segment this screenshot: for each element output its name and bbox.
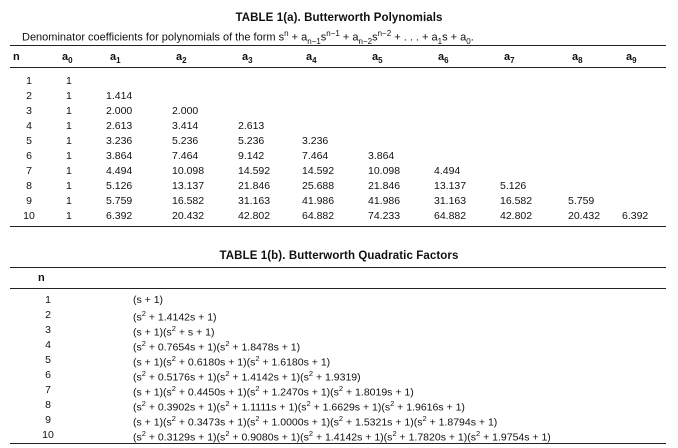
- table-1a-coefficient: 1: [66, 195, 72, 207]
- table-1a-coefficient: 20.432: [172, 210, 205, 222]
- table-1a-coefficient: 3.236: [302, 135, 329, 147]
- table-1a-coefficient: 10.098: [172, 165, 205, 177]
- table-1a-coefficient: 7.464: [302, 150, 329, 162]
- table-1b-row-n: 1: [45, 294, 51, 306]
- table-1a-col-header: $a_3$: [242, 51, 253, 66]
- table-1a-coefficient: 25.688: [302, 180, 335, 192]
- table-1b-quadratic-factors: $(s^2 + 0.3129s + 1)(s^2 + 0.9080s + 1)(s^2 + 1.4142s + 1)(s^2 + 1.7820s + 1)(s^2 + 1.9754s + 1)$: [133, 429, 551, 444]
- table-1a-col-header: $a_8$: [572, 51, 583, 66]
- table-1a-coefficient: 74.233: [368, 210, 401, 222]
- table-1a-coefficient: 3.864: [368, 150, 395, 162]
- table-1a-coefficient: 1: [66, 210, 72, 222]
- table-1b-row-n: 5: [45, 354, 51, 366]
- table-1a-coefficient: 1: [66, 150, 72, 162]
- table-1a-header-rule: [10, 67, 666, 68]
- table-1b-row-n: 10: [42, 429, 54, 441]
- table-1a-coefficient: 41.986: [368, 195, 401, 207]
- table-1b-header-n: n: [38, 272, 45, 284]
- table-1b-quadratic-factors: $(s^2 + 0.3902s + 1)(s^2 + 1.1111s + 1)(s^2 + 1.6629s + 1)(s^2 + 1.9616s + 1)$: [133, 399, 465, 414]
- table-1a-caption: Denominator coefficients for polynomials of the form $s^n + a_{n-1}s^{n-1} + a_{n-2}s^{n-2}$ + . . . + $a_1s + a_0$.: [22, 29, 474, 46]
- table-1a-coefficient: 1: [66, 135, 72, 147]
- table-1b-title: TABLE 1(b). Butterworth Quadratic Factors: [219, 250, 459, 262]
- table-1a-coefficient: 1: [66, 165, 72, 177]
- table-1a-coefficient: 1: [66, 120, 72, 132]
- table-1a-coefficient: 14.592: [302, 165, 335, 177]
- table-1a-col-header: $a_5$: [372, 51, 383, 66]
- table-1a-coefficient: 64.882: [302, 210, 335, 222]
- table-1b-quadratic-factors: $(s + 1)(s^2 + 0.4450s + 1)(s^2 + 1.2470s + 1)(s^2 + 1.8019s + 1)$: [133, 384, 414, 399]
- table-1a-row-n: 2: [26, 90, 32, 102]
- table-1a-coefficient: 42.802: [500, 210, 533, 222]
- table-1b-quadratic-factors: $(s^2 + 0.7654s + 1)(s^2 + 1.8478s + 1)$: [133, 339, 301, 354]
- table-1a-coefficient: 31.163: [238, 195, 271, 207]
- table-1a-col-header: $a_7$: [504, 51, 515, 66]
- table-1b-top-rule: [10, 267, 666, 268]
- table-1b-quadratic-factors: $(s^2 + 1.4142s + 1)$: [133, 309, 217, 324]
- table-1a-top-rule: [10, 45, 666, 46]
- table-1a-row-n: 3: [26, 105, 32, 117]
- table-1a-coefficient: 3.236: [106, 135, 133, 147]
- table-1b-quadratic-factors: $(s + 1)(s^2 + s + 1)$: [133, 324, 215, 339]
- table-1a-coefficient: 31.163: [434, 195, 467, 207]
- table-1a-coefficient: 5.236: [238, 135, 265, 147]
- table-1a-col-header: $a_4$: [306, 51, 317, 66]
- table-1a-coefficient: 16.582: [172, 195, 205, 207]
- table-1a-coefficient: 21.846: [368, 180, 401, 192]
- table-1a-col-header: $a_1$: [110, 51, 121, 66]
- table-1a-coefficient: 13.137: [434, 180, 467, 192]
- table-1a-row-n: 8: [26, 180, 32, 192]
- table-1b-row-n: 9: [45, 414, 51, 426]
- table-1a-bottom-rule: [10, 226, 666, 227]
- table-1b-header-rule: [10, 288, 666, 289]
- table-1a-coefficient: 5.759: [568, 195, 595, 207]
- table-1a-coefficient: 2.613: [106, 120, 133, 132]
- table-1a-coefficient: 5.126: [106, 180, 133, 192]
- table-1a-coefficient: 6.392: [106, 210, 133, 222]
- table-1a-coefficient: 20.432: [568, 210, 601, 222]
- table-1a-col-header: $a_2$: [176, 51, 187, 66]
- table-1a-coefficient: 5.126: [500, 180, 527, 192]
- table-1a-row-n: 7: [26, 165, 32, 177]
- table-1a-coefficient: 5.236: [172, 135, 199, 147]
- table-1a-coefficient: 10.098: [368, 165, 401, 177]
- table-1a-coefficient: 1.414: [106, 90, 133, 102]
- table-1a-coefficient: 1: [66, 90, 72, 102]
- table-1a-coefficient: 4.494: [106, 165, 133, 177]
- table-1a-row-n: 10: [23, 210, 35, 222]
- table-1a-coefficient: 4.494: [434, 165, 461, 177]
- table-1a-coefficient: 9.142: [238, 150, 265, 162]
- table-1a-coefficient: 42.802: [238, 210, 271, 222]
- table-1a-coefficient: 3.864: [106, 150, 133, 162]
- table-1a-col-header: $a_6$: [438, 51, 449, 66]
- table-1a-coefficient: 16.582: [500, 195, 533, 207]
- table-1a-row-n: 6: [26, 150, 32, 162]
- table-1a-row-n: 4: [26, 120, 32, 132]
- table-1a-coefficient: 2.613: [238, 120, 265, 132]
- table-1a-coefficient: 5.759: [106, 195, 133, 207]
- table-1a-coefficient: 2.000: [172, 105, 199, 117]
- table-1b-quadratic-factors: $(s^2 + 0.5176s + 1)(s^2 + 1.4142s + 1)(s^2 + 1.9319)$: [133, 369, 361, 384]
- table-1b-row-n: 2: [45, 309, 51, 321]
- table-1a-col-header: $a_9$: [626, 51, 637, 66]
- table-1b-row-n: 4: [45, 339, 51, 351]
- table-1b-row-n: 7: [45, 384, 51, 396]
- table-1b-quadratic-factors: $(s + 1)(s^2 + 0.6180s + 1)(s^2 + 1.6180s + 1)$: [133, 354, 331, 369]
- table-1a-coefficient: 41.986: [302, 195, 335, 207]
- table-1b-row-n: 6: [45, 369, 51, 381]
- table-1a-coefficient: 7.464: [172, 150, 199, 162]
- table-1b-quadratic-factors: $(s + 1)(s^2 + 0.3473s + 1)(s^2 + 1.0000s + 1)(s^2 + 1.5321s + 1)(s^2 + 1.8794s + 1)$: [133, 414, 498, 429]
- table-1a-row-n: 9: [26, 195, 32, 207]
- table-1a-coefficient: 64.882: [434, 210, 467, 222]
- table-1a-row-n: 1: [26, 75, 32, 87]
- table-1a-coefficient: 1: [66, 75, 72, 87]
- table-1a-coefficient: 21.846: [238, 180, 271, 192]
- table-1a-coefficient: 14.592: [238, 165, 271, 177]
- table-1b-quadratic-factors: (s + 1): [133, 294, 164, 306]
- table-1a-title: TABLE 1(a). Butterworth Polynomials: [235, 12, 443, 24]
- table-1a-col-header: $a_0$: [62, 51, 73, 66]
- table-1b-row-n: 3: [45, 324, 51, 336]
- table-1a-coefficient: 1: [66, 180, 72, 192]
- table-1a-coefficient: 13.137: [172, 180, 205, 192]
- table-1a-row-n: 5: [26, 135, 32, 147]
- table-1b-bottom-rule: [10, 443, 666, 444]
- table-1a-coefficient: 3.414: [172, 120, 199, 132]
- table-1a-col-header: n: [13, 51, 20, 63]
- table-1a-coefficient: 2.000: [106, 105, 133, 117]
- table-1b-row-n: 8: [45, 399, 51, 411]
- table-1a-coefficient: 1: [66, 105, 72, 117]
- table-1a-coefficient: 6.392: [622, 210, 649, 222]
